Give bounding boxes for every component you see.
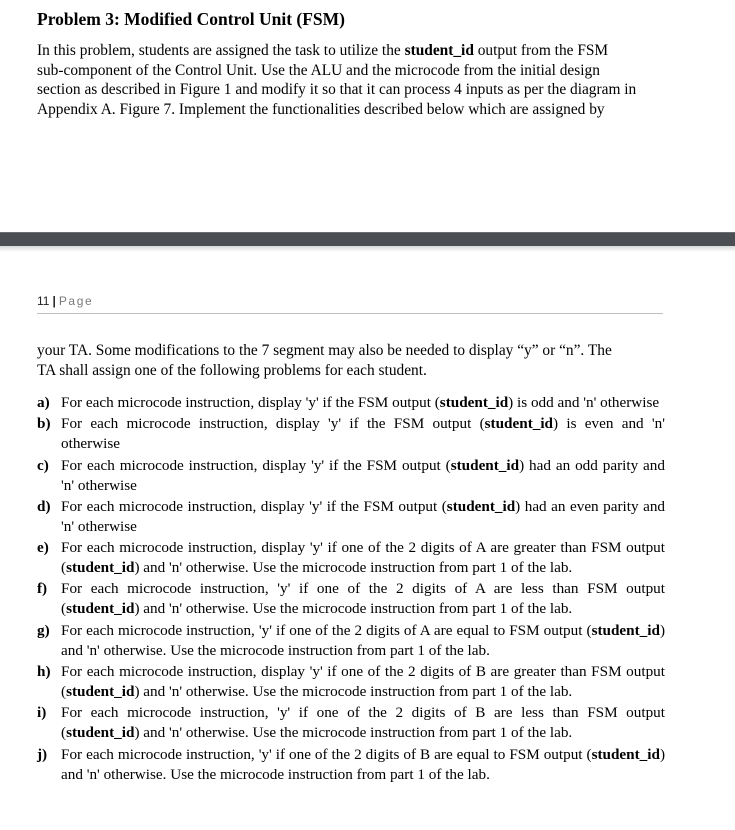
student-id-term: student_id (591, 621, 660, 639)
problem-text: ) and 'n' otherwise. Use the microcode instruction from part 1 of the lab. (134, 683, 573, 701)
student-id-term: student_id (591, 745, 660, 763)
problem-text: ) is odd and 'n' otherwise (508, 394, 660, 411)
page-break-shadow (0, 246, 735, 252)
problem-item (37, 579, 665, 619)
problem-text: For each microcode instruction, display 'y' if one of the 2 digits of B are greater than FSM output ( (61, 663, 665, 701)
problem-text: ) and 'n' otherwise. Use the microcode instruction from part 1 of the lab. (134, 559, 573, 577)
problem-text: For each microcode instruction, display 'y' if one of the 2 digits of A are greater than FSM output ( (61, 539, 665, 577)
problem-text: For each microcode instruction, display 'y' if the FSM output ( (61, 497, 447, 515)
problem-item (37, 662, 665, 702)
problem-letter: g) (37, 621, 50, 639)
footer-separator: | (52, 294, 56, 308)
problem-text: For each microcode instruction, 'y' if one of the 2 digits of A are equal to FSM output ( (61, 621, 592, 639)
problem-text: For each microcode instruction, 'y' if one of the 2 digits of B are less than FSM output ( (61, 704, 665, 742)
problem-letter: i) (37, 704, 47, 722)
problem-item (37, 497, 665, 537)
problem-letter: b) (37, 415, 51, 433)
continued-paragraph (37, 341, 667, 380)
problem-letter: c) (37, 456, 49, 474)
problem-heading: Problem 3: Modified Control Unit (FSM) (37, 9, 346, 29)
intro-line: Appendix A. Figure 7. Implement the functionalities described below which are assigned by (37, 100, 605, 118)
continued-line: TA shall assign one of the following problems for each student. (37, 361, 427, 379)
problem-text: For each microcode instruction, display 'y' if the FSM output ( (61, 456, 451, 474)
problem-text: ) had an odd parity and 'n' otherwise (61, 456, 665, 494)
problem-text: ) and 'n' otherwise. Use the microcode instruction from part 1 of the lab. (134, 600, 573, 618)
problem-item (37, 621, 665, 661)
problem-item (37, 538, 665, 578)
problem-text: For each microcode instruction, display 'y' if the FSM output ( (61, 394, 440, 411)
page-top (0, 0, 735, 232)
continued-line: your TA. Some modifications to the 7 segment may also be needed to display “y” or “n”. The (37, 342, 612, 359)
problem-item (37, 414, 665, 454)
intro-line (37, 41, 667, 61)
problem-item (37, 393, 665, 413)
page-footer (37, 294, 93, 308)
student-id-term: student_id (66, 600, 135, 618)
intro-line-text: output from the FSM (473, 42, 609, 59)
problem-text: For each microcode instruction, 'y' if one of the 2 digits of A are less than FSM output ( (61, 580, 665, 618)
problem-item (37, 456, 665, 496)
page-number: 11 (37, 294, 50, 308)
problem-letter: d) (37, 497, 51, 515)
problem-text: ) and 'n' otherwise. Use the microcode instruction from part 1 of the lab. (61, 745, 665, 783)
student-id-term: student_id (66, 559, 135, 577)
student-id-term: student_id (404, 42, 474, 59)
problem-letter: a) (37, 394, 50, 411)
intro-line-text: In this problem, students are assigned the task to utilize the (37, 42, 405, 59)
intro-line: section as described in Figure 1 and modify it so that it can process 4 inputs as per the diagram in (37, 81, 637, 98)
student-id-term: student_id (446, 497, 516, 515)
problem-text: For each microcode instruction, display 'y' if the FSM output ( (61, 415, 485, 433)
footer-rule (37, 313, 663, 314)
page-label: Page (58, 294, 94, 308)
problem-text: ) is even and 'n' otherwise (61, 415, 665, 453)
problem-text: ) had an even parity and 'n' otherwise (61, 497, 666, 535)
problem-item (37, 745, 665, 785)
page-break-divider (0, 232, 735, 247)
problem-text: For each microcode instruction, 'y' if one of the 2 digits of B are equal to FSM output ( (61, 745, 592, 763)
problem-text: ) and 'n' otherwise. Use the microcode instruction from part 1 of the lab. (134, 724, 573, 742)
intro-line: sub-component of the Control Unit. Use the ALU and the microcode from the initial design (37, 61, 600, 79)
problem-letter: f) (37, 580, 48, 598)
student-id-term: student_id (439, 394, 509, 411)
student-id-term: student_id (66, 683, 135, 701)
student-id-term: student_id (484, 415, 554, 433)
problem-letter: e) (37, 539, 49, 557)
intro-paragraph (37, 41, 667, 119)
problem-item (37, 703, 665, 743)
problem-text: ) and 'n' otherwise. Use the microcode instruction from part 1 of the lab. (61, 621, 665, 659)
problem-list (37, 393, 665, 786)
student-id-term: student_id (66, 724, 135, 742)
problem-letter: j) (37, 745, 48, 763)
problem-letter: h) (37, 663, 51, 681)
student-id-term: student_id (450, 456, 520, 474)
